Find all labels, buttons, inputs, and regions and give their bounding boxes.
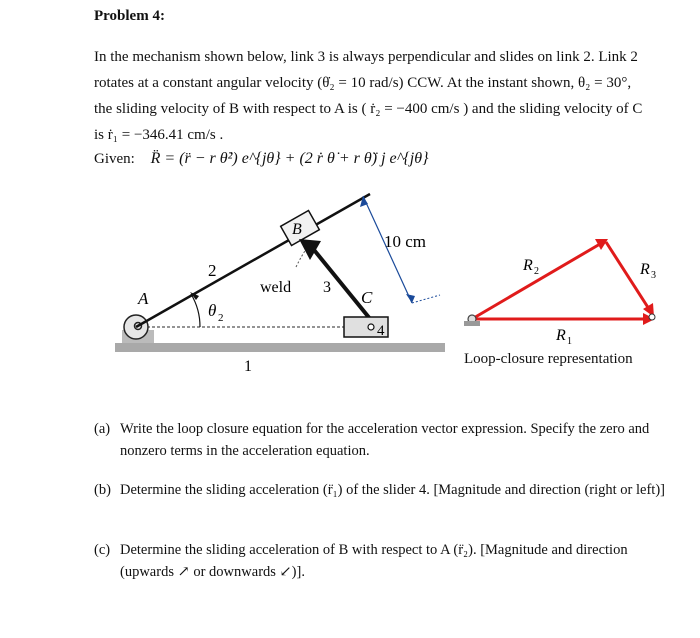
label-r1-sub: 1 xyxy=(567,336,572,347)
question-a-text: Write the loop closure equation for the acceleration vector expression. Specify the zero and nonzero terms in the acceleration equation. xyxy=(120,421,650,459)
statement-line-2: rotates at a constant angular velocity (θ̇₂ = 10 rad/s) CCW. At the instant shown, θ₂ = 30°, xyxy=(94,75,632,91)
pin-c xyxy=(368,324,374,330)
link-3 xyxy=(310,245,371,320)
question-a-label: (a) xyxy=(94,421,111,437)
label-theta: θ xyxy=(208,301,217,320)
problem-title: Problem 4: xyxy=(94,8,165,24)
label-weld: weld xyxy=(260,279,292,296)
label-r1-main: R xyxy=(556,327,566,344)
question-b-text: Determine the sliding acceleration (r̈₁) of the slider 4. [Magnitude and direction (right or left)] xyxy=(120,482,665,498)
question-c xyxy=(94,539,679,583)
loop-joint-c xyxy=(649,314,655,320)
label-r3-sub: 3 xyxy=(651,270,656,281)
statement-line-1: In the mechanism shown below, link 3 is always perpendicular and slides on link 2. Link 2 xyxy=(94,49,638,65)
label-a: A xyxy=(138,289,149,308)
link-2 xyxy=(136,194,370,327)
question-b-label: (b) xyxy=(94,482,111,498)
label-b: B xyxy=(292,221,302,238)
loop-caption: Loop-closure representation xyxy=(464,351,633,367)
label-link-3: 3 xyxy=(323,279,331,296)
vector-r2 xyxy=(472,244,600,319)
label-theta-sub: 2 xyxy=(218,312,224,324)
given-equation: R̈ = (r̈ − r θ̇²) e^{jθ} + (2 ṙ θ̇ + r θ̈) j e^{jθ} xyxy=(150,150,429,167)
question-c-text: Determine the sliding acceleration of B with respect to A (r̈₂). [Magnitude and direction (upwards ↗ or downwards ↙)]. xyxy=(120,542,628,580)
loop-closure-diagram xyxy=(464,239,655,326)
label-c: C xyxy=(361,288,373,307)
label-slider-4: 4 xyxy=(377,323,385,339)
question-b xyxy=(94,479,679,501)
statement-line-3: the sliding velocity of B with respect to A is ( ṙ₂ = −400 cm/s ) and the sliding velocity of C xyxy=(94,101,643,117)
label-dimension: 10 cm xyxy=(384,232,427,251)
label-link-2: 2 xyxy=(208,261,217,280)
loop-pivot-base xyxy=(464,321,480,326)
dimension-arrow-bottom xyxy=(406,294,415,303)
label-r2-main: R xyxy=(523,257,533,274)
statement-line-4: is ṙ₁ = −346.41 cm/s . xyxy=(94,127,224,143)
weld-leader xyxy=(296,251,305,267)
given-label: Given: xyxy=(94,151,135,167)
dimension-extension xyxy=(412,295,440,303)
label-r2-sub: 2 xyxy=(534,266,539,277)
label-r3-main: R xyxy=(640,261,650,278)
ground-link-1 xyxy=(115,343,445,352)
label-link-1: 1 xyxy=(244,358,252,375)
question-c-label: (c) xyxy=(94,542,111,558)
question-a xyxy=(94,418,679,462)
